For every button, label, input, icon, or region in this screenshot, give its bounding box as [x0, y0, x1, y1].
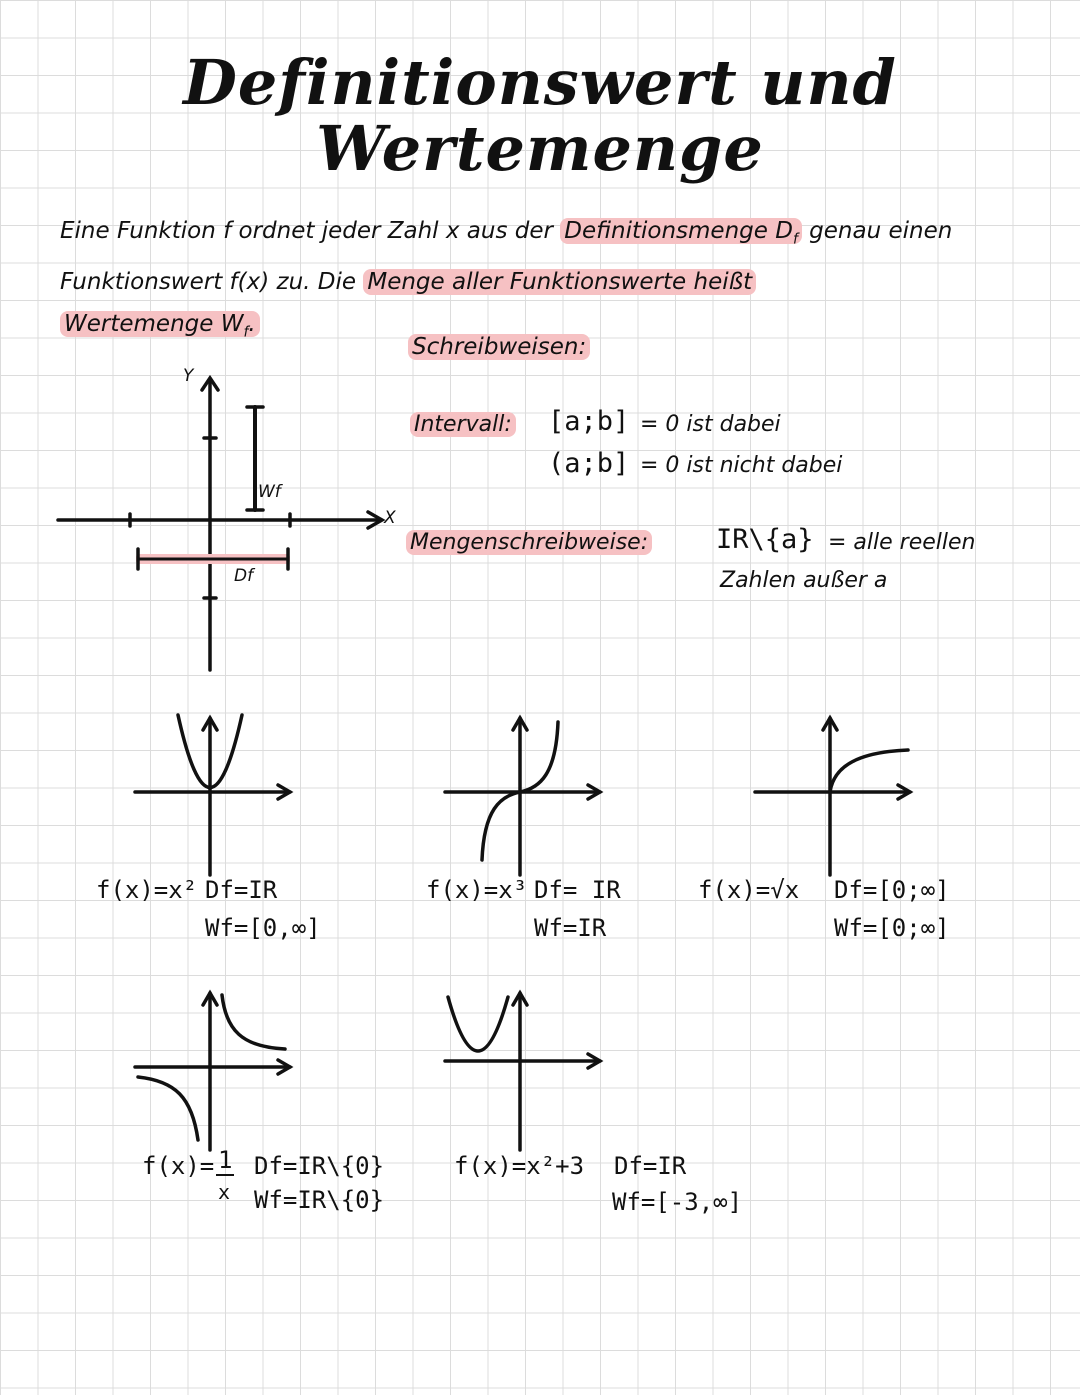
highlight-wertemenge — [60, 310, 260, 341]
interval-closed-expr: [a;b] — [548, 406, 630, 437]
intro-end-dot: . — [248, 310, 256, 337]
example1-func: f(x)=x² — [96, 876, 198, 904]
wf-subscript: f — [243, 324, 249, 341]
example3-wf: Wf=[0;∞] — [834, 914, 950, 942]
example4-func-num: 1 — [218, 1146, 233, 1174]
example3-df: Df=[0;∞] — [834, 876, 950, 904]
example2-df: Df= IR — [534, 876, 621, 904]
highlight-definitionsmenge — [560, 218, 802, 248]
example5-wf: Wf=[-3,∞] — [612, 1188, 743, 1216]
example5-df: Df=IR — [614, 1152, 687, 1180]
main-x-label: X — [384, 508, 396, 528]
example5-func: f(x)=x²+3 — [454, 1152, 585, 1180]
set-notation-desc2: Zahlen außer a — [720, 568, 888, 593]
interval-open-desc: = 0 ist nicht dabei — [640, 453, 843, 478]
example3-func: f(x)=√x — [698, 876, 800, 904]
page-title-line2: Wertemenge — [316, 112, 764, 185]
example4-func-den: x — [218, 1180, 231, 1204]
example1-wf: Wf=[0,∞] — [205, 914, 321, 942]
graph-x-cubed — [440, 710, 610, 880]
notation-heading: Schreibweisen: — [408, 334, 590, 360]
graph-x-squared-plus-3 — [440, 985, 610, 1155]
graph-one-over-x — [130, 985, 300, 1155]
intro-text-1: Eine Funktion f ordnet jeder Zahl x aus der — [60, 218, 561, 244]
highlight-wertemenge-text: Wertemenge W — [64, 310, 244, 337]
highlight-menge-aller: Menge aller Funktionswerte heißt — [363, 269, 756, 295]
example4-func-prefix: f(x)= — [142, 1152, 215, 1180]
graph-sqrt-x — [750, 710, 920, 880]
page-title-line1: Definitionswert und — [183, 46, 897, 119]
set-notation-desc1: = alle reellen — [828, 530, 976, 555]
interval-open-expr: (a;b] — [548, 448, 630, 479]
main-wf-label: Wf — [258, 482, 281, 502]
graph-x-squared — [130, 710, 300, 880]
main-y-label: Y — [183, 366, 194, 386]
set-notation-expr: IR\{a} — [716, 524, 814, 555]
intro-text-2: genau einen Funktionswert f(x) zu. Die — [60, 218, 953, 295]
set-notation-label: Mengenschreibweise: — [406, 530, 652, 555]
example4-wf: Wf=IR\{0} — [254, 1186, 385, 1214]
interval-closed-desc: = 0 ist dabei — [640, 412, 781, 437]
interval-label: Intervall: — [410, 412, 516, 437]
intro-paragraph — [60, 210, 1020, 353]
example2-wf: Wf=IR — [534, 914, 607, 942]
main-df-label: Df — [234, 566, 254, 586]
example2-func: f(x)=x³ — [426, 876, 528, 904]
example1-df: Df=IR — [205, 876, 278, 904]
example4-df: Df=IR\{0} — [254, 1152, 385, 1180]
highlight-definitionsmenge-text: Definitionsmenge D — [564, 218, 793, 244]
df-subscript: f — [792, 231, 798, 248]
